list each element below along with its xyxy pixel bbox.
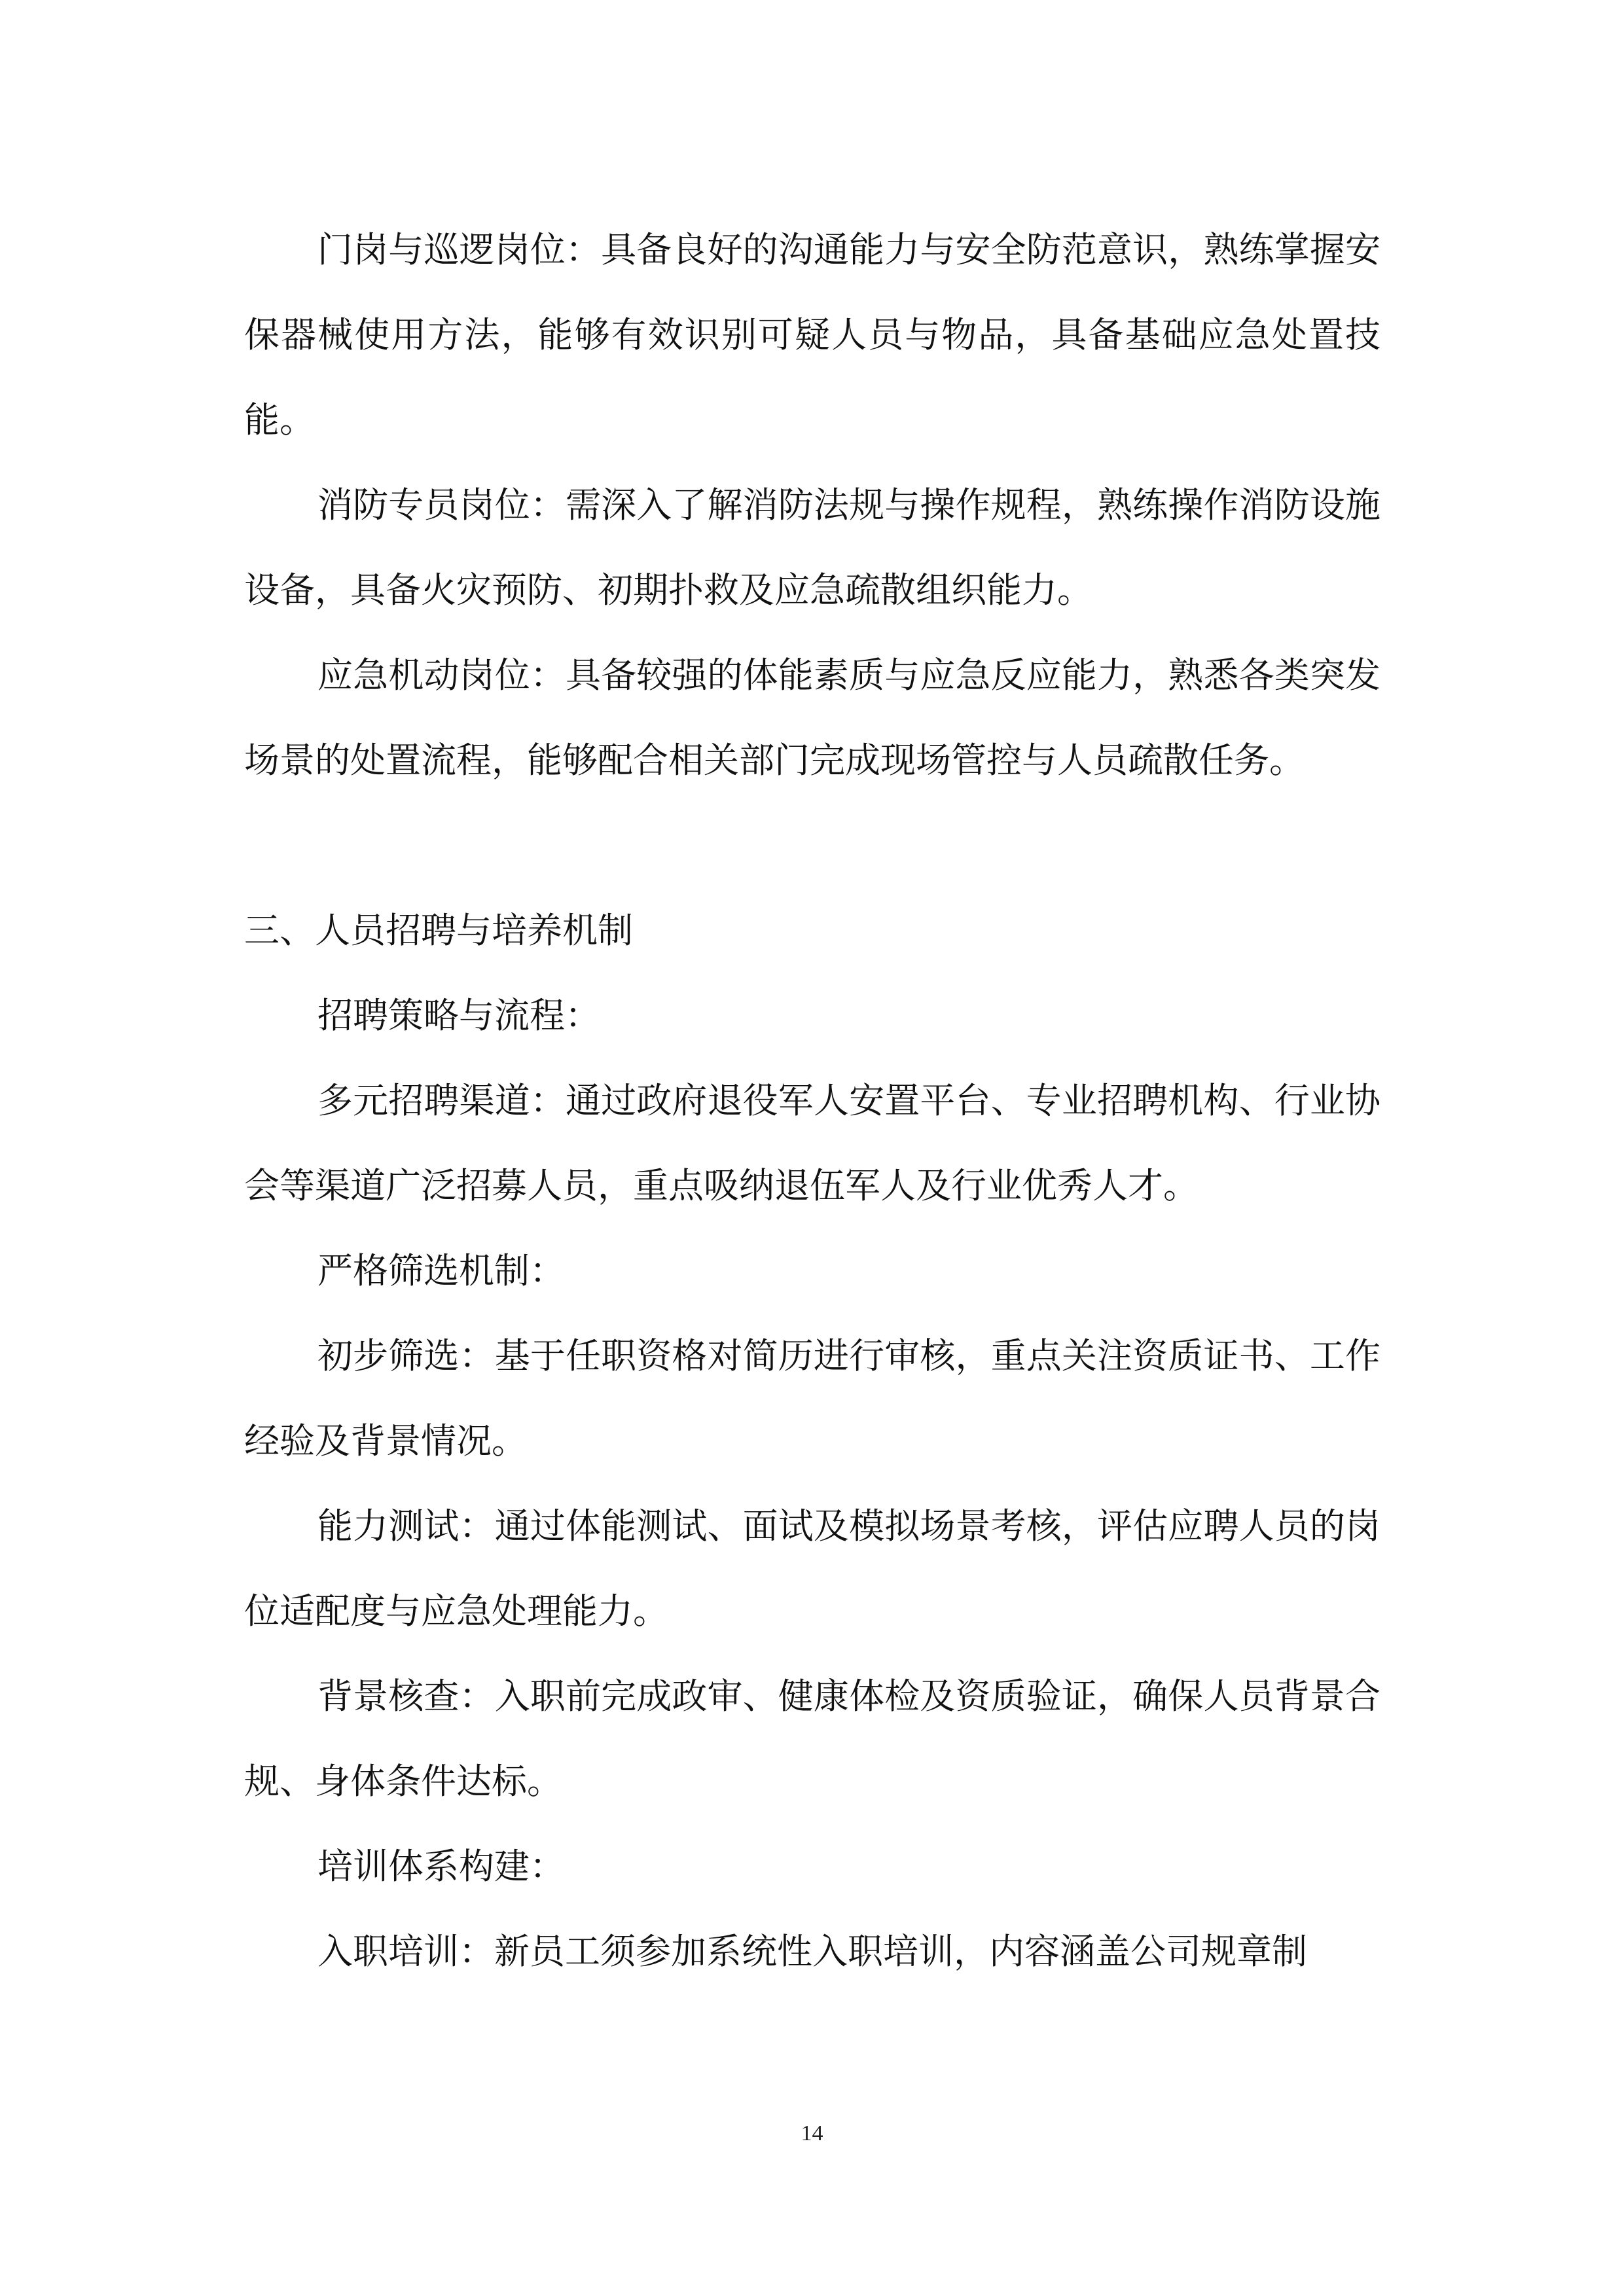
paragraph-background-check: 背景核查：入职前完成政审、健康体检及资质验证，确保人员背景合规、身体条件达标。	[244, 1676, 1380, 1802]
paragraph-emergency-mobile: 应急机动岗位：具备较强的体能素质与应急反应能力，熟悉各类突发场景的处置流程，能够配合相关部门完成现场管控与人员疏散任务。	[244, 655, 1380, 781]
section-heading: 三、人员招聘与培养机制	[244, 910, 633, 951]
document-body	[244, 207, 1380, 1994]
paragraph-onboarding-training: 入职培训：新员工须参加系统性入职培训，内容涵盖公司规章制	[317, 1931, 1307, 1972]
paragraph-training-system: 培训体系构建：	[317, 1846, 565, 1887]
paragraph-ability-test: 能力测试：通过体能测试、面试及模拟场景考核，评估应聘人员的岗位适配度与应急处理能力。	[244, 1505, 1380, 1632]
paragraph-gate-patrol: 门岗与巡逻岗位：具备良好的沟通能力与安全防范意识，熟练掌握安保器械使用方法，能够有效识别可疑人员与物品，具备基础应急处置技能。	[244, 229, 1380, 440]
paragraph-multi-channel: 多元招聘渠道：通过政府退役军人安置平台、专业招聘机构、行业协会等渠道广泛招募人员，重点吸纳退伍军人及行业优秀人才。	[244, 1080, 1380, 1206]
paragraph-recruit-strategy: 招聘策略与流程：	[317, 995, 600, 1036]
paragraph-strict-screening: 严格筛选机制：	[317, 1250, 565, 1291]
paragraph-fire-specialist: 消防专员岗位：需深入了解消防法规与操作规程，熟练操作消防设施设备，具备火灾预防、初期扑救及应急疏散组织能力。	[244, 484, 1380, 611]
paragraph-initial-screening: 初步筛选：基于任职资格对简历进行审核，重点关注资质证书、工作经验及背景情况。	[244, 1335, 1380, 1462]
page-number: 14	[801, 2121, 823, 2145]
